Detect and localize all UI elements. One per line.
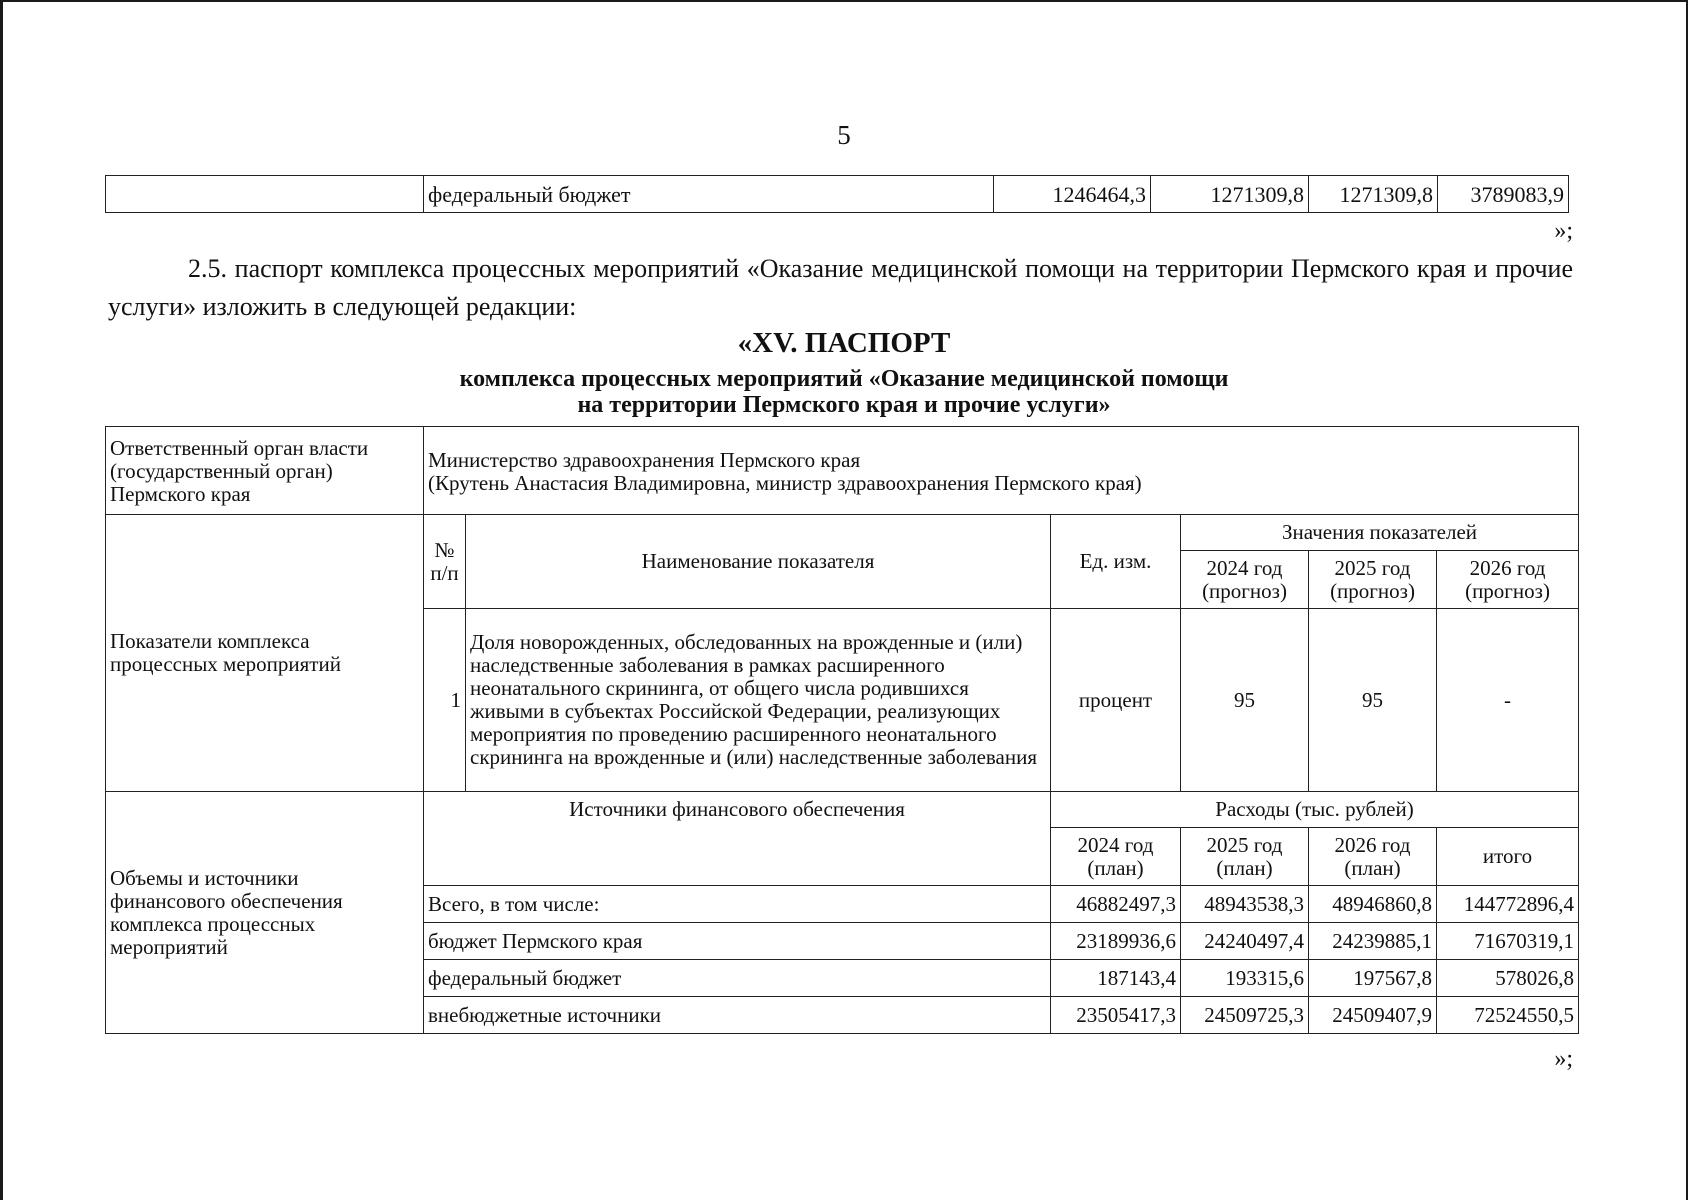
- value-cell: 24509407,9: [1309, 997, 1437, 1034]
- continued-finance-table: [105, 175, 1569, 213]
- finance-label: Объемы и источники финансового обеспечения комплекса процессных мероприятий: [106, 792, 424, 1034]
- indicator-unit: процент: [1051, 609, 1181, 792]
- indicator-value-2025: 95: [1309, 609, 1437, 792]
- responsible-row: [106, 427, 1579, 515]
- col-values-header: Значения показателей: [1181, 515, 1579, 551]
- col-name-header: Наименование показателя: [466, 515, 1051, 609]
- value-cell: 23505417,3: [1051, 997, 1181, 1034]
- value-cell: 3789083,9: [1438, 176, 1569, 213]
- passport-title: «XV. ПАСПОРТ: [737, 327, 951, 359]
- passport-table: [105, 426, 1579, 1034]
- total-header: итого: [1437, 828, 1579, 886]
- indicator-name: Доля новорожденных, обследованных на врожденные и (или) наследственные заболевания в рамках расширенного неонатального скрининга, от общего числа родившихся живыми в субъектах Российской Федерации, реализующих мероприятия по проведению расширенного неонатального скрининга на врожденные и (или) наследственные заболевания: [466, 609, 1051, 792]
- value-cell: 193315,6: [1181, 960, 1309, 997]
- table-row: [106, 176, 1569, 213]
- col-unit-header: Ед. изм.: [1051, 515, 1181, 609]
- indicators-header-row: [106, 515, 1579, 551]
- source-name: федеральный бюджет: [424, 960, 1051, 997]
- value-cell: 1271309,8: [1309, 176, 1438, 213]
- passport-subtitle-line2: на территории Пермского края и прочие услуги»: [577, 392, 1111, 418]
- source-name: бюджет Пермского края: [424, 923, 1051, 960]
- amendment-paragraph: 2.5. паспорт комплекса процессных мероприятий «Оказание медицинской помощи на территории Пермского края и прочие услуги» изложить в следующей редакции:: [108, 254, 1573, 321]
- value-cell: 197567,8: [1309, 960, 1437, 997]
- source-label: федеральный бюджет: [424, 176, 994, 213]
- empty-cell: [106, 176, 424, 213]
- scan-left-edge: [0, 0, 3, 1200]
- ministry-name: Министерство здравоохранения Пермского края: [428, 448, 861, 472]
- value-cell: 578026,8: [1437, 960, 1579, 997]
- passport-subtitle-line1: комплекса процессных мероприятий «Оказание медицинской помощи: [459, 366, 1229, 392]
- value-cell: 144772896,4: [1437, 886, 1579, 923]
- minister-name: (Крутень Анастасия Владимировна, министр здравоохранения Пермского края): [428, 471, 1142, 495]
- value-cell: 71670319,1: [1437, 923, 1579, 960]
- indicator-num: 1: [424, 609, 466, 792]
- source-header: Источники финансового обеспечения: [424, 792, 1051, 886]
- source-name: Всего, в том числе:: [424, 886, 1051, 923]
- value-cell: 72524550,5: [1437, 997, 1579, 1034]
- value-cell: 24509725,3: [1181, 997, 1309, 1034]
- source-name: внебюджетные источники: [424, 997, 1051, 1034]
- value-cell: 48943538,3: [1181, 886, 1309, 923]
- responsible-value: [424, 427, 1579, 515]
- value-cell: 24239885,1: [1309, 923, 1437, 960]
- closing-quote: »;: [1554, 218, 1573, 244]
- expenses-header: Расходы (тыс. рублей): [1051, 792, 1579, 828]
- plan-year-header: 2025 год (план): [1181, 828, 1309, 886]
- value-cell: 187143,4: [1051, 960, 1181, 997]
- year-header: 2026 год (прогноз): [1437, 551, 1579, 609]
- year-header: 2024 год (прогноз): [1181, 551, 1309, 609]
- scan-top-edge: [0, 0, 1688, 2]
- plan-year-header: 2026 год (план): [1309, 828, 1437, 886]
- year-header: 2025 год (прогноз): [1309, 551, 1437, 609]
- value-cell: 46882497,3: [1051, 886, 1181, 923]
- value-cell: 1271309,8: [1151, 176, 1309, 213]
- page-number: 5: [837, 120, 851, 150]
- closing-quote: »;: [1554, 1046, 1573, 1072]
- value-cell: 23189936,6: [1051, 923, 1181, 960]
- indicator-value-2026: -: [1437, 609, 1579, 792]
- plan-year-header: 2024 год (план): [1051, 828, 1181, 886]
- responsible-label: Ответственный орган власти (государственный орган) Пермского края: [106, 427, 424, 515]
- value-cell: 24240497,4: [1181, 923, 1309, 960]
- value-cell: 48946860,8: [1309, 886, 1437, 923]
- value-cell: 1246464,3: [994, 176, 1151, 213]
- col-num-header: № п/п: [424, 515, 466, 609]
- indicators-label: Показатели комплекса процессных мероприятий: [106, 515, 424, 792]
- finance-header-row: [106, 792, 1579, 828]
- indicator-value-2024: 95: [1181, 609, 1309, 792]
